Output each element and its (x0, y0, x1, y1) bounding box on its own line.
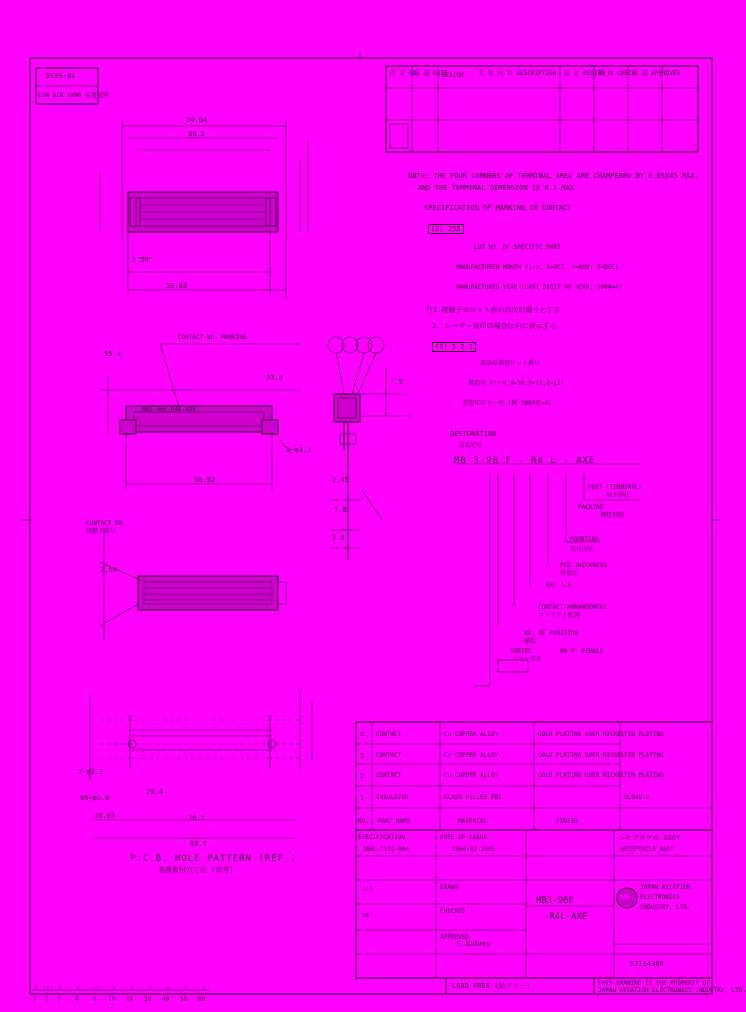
dim-19: 7.5 (390, 378, 403, 386)
dim-4: 33.02 (166, 282, 188, 290)
jp-note-2: 2. レーザー刻印の場合は右に表示する (432, 322, 557, 330)
designation-label: DESIGNATION (450, 430, 497, 438)
bom-row-fin: GOLD PLATING OVER NICKEL (538, 772, 625, 779)
scale-tick: 1 (33, 996, 37, 1003)
tb-date-val: 2004-02-2005 (452, 846, 496, 853)
leg-terminal: POST (TERMINAL) (588, 484, 643, 491)
bom-row-fin2: TIN PLATING (624, 772, 664, 779)
tb-date-label: DATE OF ISSUE (440, 834, 487, 841)
scale-tick: 3 (57, 996, 61, 1003)
tb-check: CHECKED (440, 908, 466, 915)
dim-17: 7.6 (334, 506, 347, 514)
dim-10: 76.2 (188, 814, 205, 822)
scale-tick: 5 (93, 996, 97, 1003)
jp-title: 注1.接触子のロット表示は次の通りとする (426, 306, 561, 314)
note-line2: AND THE TERMINAL DIMENSION IS 0.1 MAX. (418, 184, 579, 192)
bom-row-part: INSULATOR (376, 794, 409, 801)
leg-mount: MOUNTING (570, 536, 599, 543)
pin-note: CONTACT NO. (86, 520, 126, 527)
pin-note-jp: 接触子番号 (86, 528, 117, 535)
dim-14: 33.0 (266, 374, 283, 382)
dim-11: 10.03 (94, 812, 116, 820)
series-opts: MB F: FEMALE (560, 648, 604, 655)
rev-header-desc: 変 更 内 容 DESCRIPTION (478, 70, 557, 77)
contact-note: CONTACT NO. MARKING (178, 334, 247, 341)
jp-item3: 製造年の下一桁 (例 2004年→4) (462, 400, 553, 407)
bom-row-mat: Cu COPPER ALLOY (444, 772, 499, 779)
scale-tick: 20 (126, 996, 134, 1003)
tb-company3: INDUSTRY, LTD. (640, 904, 691, 911)
leg-terminal-jp: 端子形状 (606, 492, 631, 499)
leg-pos: NO. OF POSITION (524, 630, 579, 637)
bom-row-part: CONTACT (376, 752, 402, 759)
tb-title: レセプタクル ASSY (618, 834, 681, 842)
bom-row-no: 3 (360, 752, 365, 760)
designation-label-jp: 品名記号 (458, 442, 483, 449)
tb-appr: APPROVED (440, 934, 469, 941)
dim-15: 2-φ3.2 (286, 446, 312, 454)
leg-packing-jp: 梱包形態 (600, 512, 625, 519)
footer-note2: JAPAN AVIATION ELECTRONICS INDUSTRY, LTD. (598, 987, 746, 994)
dim-8: 25.4 (146, 788, 163, 796)
leg-pos-jp: 極数 (524, 638, 537, 645)
bom-head-no: NO. (358, 818, 369, 825)
bom-row-fin2: UL94V-0 (624, 794, 650, 801)
dim-12: 2-φ3.2 (78, 768, 104, 776)
tb-company2: ELECTRONICS (640, 894, 680, 901)
leg-pcb: PCB THICKNESS (560, 562, 607, 569)
rev-header-date: 承 認 DATE (414, 70, 448, 77)
note-line1: NOTE: THE FOUR CORNERS OF TERMINAL AREA ARE CHAMFERED BY 0.05X45 MAX. (408, 172, 699, 180)
rev-header-approved: 承 認 APPROVED (632, 70, 681, 77)
bom-row-no: 2 (360, 772, 365, 780)
ref-note: CON SIN XX00 変更記録 (38, 92, 109, 99)
dim-5: 55.3 (104, 350, 121, 358)
bom-head-mat: MATERIAL (458, 818, 487, 825)
bom-row-mat: GLASS FILLED PBT (444, 794, 502, 801)
scale-tick: 60 (198, 996, 206, 1003)
dim-1: 24.64 (186, 116, 208, 124)
bom-row-no: 4 (360, 731, 365, 739)
bom-row-fin: GOLD PLATING OVER NICKEL (538, 731, 625, 738)
leg-contact-jp: コンタクト配列 (538, 612, 580, 619)
jp-item1: 部品の製造ロット番号 (480, 360, 540, 367)
leg-contact: CONTACT ARRANGEMENT (538, 604, 607, 611)
dim-13: 96-φ1.0 (80, 794, 110, 802)
item-lot: LOT NO. OF SPECIFIC PART (474, 244, 561, 251)
bom-row-fin2: TIN PLATING (624, 752, 664, 759)
scale-tick: 50 (180, 996, 188, 1003)
tb-title2: RECEPTACLE ASSY (620, 846, 675, 853)
pcb-title: P.C.B. HOLE PATTERN (REF.) (130, 854, 297, 864)
footer-note1: THIS DRAWING IS THE PROPERTY OF (598, 980, 710, 987)
ref-code: EC05-01 (46, 72, 76, 80)
rev-header-check: 検 図 CHECK (598, 70, 636, 77)
jp-item2: 製造月 (1〜9,X=10,Y=11,Z=12) (468, 380, 565, 387)
jae-logo: JAE (619, 894, 630, 901)
code-box: (S) 255 (428, 224, 464, 234)
bom-head-fin: FINISH (556, 818, 578, 825)
scale-tick: 40 (162, 996, 170, 1003)
spec-title: SPECIFICATION OF MARKING ON CONTACT (424, 204, 572, 212)
dim-3: 2.54 (132, 256, 149, 264)
front-marking: MB3-96F-R4L-AXE (142, 406, 197, 413)
scale-tick: 4 (75, 996, 79, 1003)
jp-code-box: (S) 5 2 1 (432, 342, 476, 352)
pcb-opts: R4: 1.6 (546, 582, 572, 589)
tb-dwg-no: SJ114380 (630, 960, 664, 968)
dim-7: 2.54 (100, 566, 117, 574)
leg-pcb-jp: 基板厚 (560, 570, 579, 577)
pcb-title-jp: 基板取付穴寸法 (参考) (158, 866, 234, 874)
tb-unit: mm (362, 912, 370, 919)
scale-tick: 10 (108, 996, 116, 1003)
item-year: MANUFACTURED YEAR (LAST DIGIT OF YEAR, 2004=4) (456, 284, 623, 291)
dim-16: 2.45 (332, 476, 349, 484)
tb-spec-label: SPECIFICATION (358, 834, 405, 841)
scale-tick: 2 (45, 996, 49, 1003)
bom-row-mat: Cu COPPER ALLOY (444, 752, 499, 759)
dim-18: 2.6 (332, 534, 345, 542)
item-month: MANUFACTURED MONTH (1-9, X=OCT, Y=NOV, Z=DEC) (456, 264, 619, 271)
leg-packing: PACKING (578, 504, 604, 511)
rev-header-design: DESIGN (442, 72, 464, 79)
bom-row-fin: GOLD PLATING OVER NICKEL (538, 752, 625, 759)
tb-spec-val: JAHL-1192-004 (362, 846, 409, 853)
bom-row-mat: Cu COPPER ALLOY (444, 731, 499, 738)
tb-scale: 1:1 (362, 886, 373, 893)
rev-header-designer: 設 計 DESIGN (564, 70, 605, 77)
bom-row-part: CONTACT (376, 731, 402, 738)
leg-series-jp: シリーズ名 (512, 656, 542, 663)
leg-mount-jp: 取付方法 (570, 546, 595, 553)
tb-company1: JAPAN AVIATION (640, 884, 691, 891)
tb-part: MB3-96F (536, 896, 574, 906)
designation-part-no: MB 3-96 F - R4 L - AXE (454, 456, 596, 466)
bom-row-no: 1 (360, 794, 365, 802)
leg-series: SERIES (510, 648, 532, 655)
lead-free: LEAD FREE (鉛フリー) (452, 982, 531, 990)
bom-row-fin2: TIN PLATING (624, 731, 664, 738)
rev-header-no: 改 定 NO. (390, 70, 421, 77)
dim-2: 46.5 (188, 130, 205, 138)
bom-head-part: PART NAME (378, 818, 411, 825)
scale-tick: 30 (144, 996, 152, 1003)
bom-row-part: CONTACT (376, 772, 402, 779)
tb-sign: S. Kubrey (456, 940, 491, 948)
dim-9: 68.5 (190, 840, 207, 848)
dim-6: 56.52 (194, 476, 216, 484)
tb-drawn: DRAWN (440, 884, 459, 891)
tb-part2: -R4L-AXE (544, 912, 588, 922)
